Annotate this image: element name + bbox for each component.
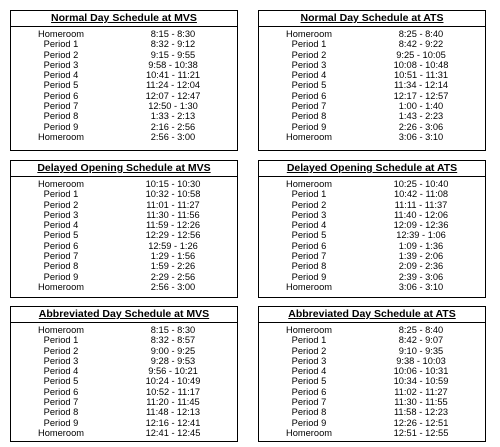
period-label: Period 2	[43, 49, 79, 60]
period-time: 12:41 - 12:45	[145, 427, 201, 438]
period-label: Period 3	[291, 59, 327, 70]
period-label: Homeroom	[286, 325, 332, 335]
period-label: Period 6	[43, 386, 79, 397]
period-label: Period 3	[43, 209, 79, 220]
period-time: 12:26 - 12:51	[393, 417, 449, 428]
schedule-row	[11, 132, 237, 142]
period-label: Period 8	[43, 407, 79, 418]
period-label: Period 8	[291, 261, 327, 272]
schedule-title: Delayed Opening Schedule at MVS	[11, 161, 237, 177]
period-label: Period 4	[291, 366, 327, 377]
period-label: Homeroom	[286, 427, 332, 438]
schedule-row	[11, 111, 237, 121]
period-time: 12:51 - 12:55	[393, 427, 449, 438]
schedule-row	[259, 200, 485, 210]
schedule-row	[259, 132, 485, 142]
schedule-row	[11, 272, 237, 282]
period-time: 8:42 - 9:22	[398, 39, 444, 50]
period-label: Period 2	[291, 199, 327, 210]
schedule-title: Abbreviated Day Schedule at ATS	[259, 307, 485, 323]
period-label: Period 5	[291, 376, 327, 387]
period-label: Period 4	[43, 366, 79, 377]
period-label: Period 1	[43, 39, 79, 50]
period-label: Period 8	[43, 261, 79, 272]
period-time: 11:48 - 12:13	[145, 407, 201, 418]
period-time: 11:11 - 11:37	[394, 199, 448, 210]
period-label: Period 1	[43, 335, 79, 346]
period-time: 1:00 - 1:40	[398, 101, 444, 112]
period-label: Period 2	[43, 345, 79, 356]
period-label: Period 9	[291, 417, 327, 428]
schedule-row	[259, 80, 485, 90]
period-label: Period 1	[291, 189, 327, 200]
schedule-row	[11, 428, 237, 438]
schedule-row	[11, 241, 237, 251]
schedule-row	[259, 282, 485, 292]
period-time: 11:59 - 12:26	[145, 220, 201, 231]
period-time: 12:50 - 1:30	[148, 101, 198, 112]
period-label: Period 5	[43, 80, 79, 91]
schedule-row	[259, 376, 485, 386]
period-time: 8:15 - 8:30	[150, 325, 196, 335]
schedule-row	[259, 50, 485, 60]
schedule-row	[259, 356, 485, 366]
period-time: 2:26 - 3:06	[398, 121, 444, 132]
period-label: Period 3	[43, 355, 79, 366]
schedule-row	[11, 230, 237, 240]
schedule-row	[259, 407, 485, 417]
period-time: 11:20 - 11:45	[146, 397, 200, 408]
schedule-row	[11, 251, 237, 261]
schedule-row	[11, 179, 237, 189]
period-time: 9:15 - 9:55	[150, 49, 196, 60]
period-time: 9:00 - 9:25	[150, 345, 196, 356]
period-time: 12:17 - 12:57	[393, 90, 449, 101]
period-time: 1:43 - 2:23	[398, 111, 444, 122]
period-label: Period 7	[291, 397, 327, 408]
period-label: Homeroom	[286, 29, 332, 39]
period-label: Period 9	[43, 271, 79, 282]
period-time: 11:02 - 11:27	[394, 386, 448, 397]
period-time: 12:59 - 1:26	[148, 240, 198, 251]
period-label: Period 5	[291, 230, 327, 241]
period-label: Period 7	[291, 251, 327, 262]
period-time: 2:56 - 3:00	[150, 281, 196, 292]
period-time: 2:39 - 3:06	[398, 271, 444, 282]
schedule-row	[259, 387, 485, 397]
period-time: 1:09 - 1:36	[398, 240, 444, 251]
schedule-row	[11, 80, 237, 90]
schedule-title: Abbreviated Day Schedule at MVS	[11, 307, 237, 323]
period-time: 10:32 - 10:58	[145, 189, 201, 200]
schedule-row	[11, 325, 237, 335]
schedule-normal-mvs	[10, 10, 238, 151]
schedule-title: Normal Day Schedule at ATS	[259, 11, 485, 27]
period-time: 8:32 - 9:12	[150, 39, 196, 50]
schedule-row	[11, 418, 237, 428]
period-time: 12:16 - 12:41	[145, 417, 201, 428]
period-label: Period 6	[291, 90, 327, 101]
schedule-row	[11, 397, 237, 407]
period-time: 2:56 - 3:00	[150, 131, 196, 142]
period-label: Period 1	[43, 189, 79, 200]
schedule-row	[11, 335, 237, 345]
period-label: Homeroom	[38, 29, 84, 39]
period-label: Period 7	[43, 101, 79, 112]
period-label: Homeroom	[286, 179, 332, 189]
period-label: Period 7	[291, 101, 327, 112]
period-time: 10:52 - 11:17	[145, 386, 201, 397]
period-label: Period 2	[291, 345, 327, 356]
period-time: 10:25 - 10:40	[393, 179, 449, 189]
period-label: Period 4	[43, 70, 79, 81]
schedule-row	[259, 220, 485, 230]
period-label: Period 3	[43, 59, 79, 70]
schedule-row	[11, 376, 237, 386]
period-time: 8:15 - 8:30	[150, 29, 196, 39]
period-time: 11:01 - 11:27	[146, 199, 200, 210]
period-label: Homeroom	[286, 281, 332, 292]
period-time: 12:39 - 1:06	[396, 230, 446, 241]
schedule-abbreviated-mvs	[10, 306, 238, 442]
period-time: 3:06 - 3:10	[398, 131, 444, 142]
period-label: Period 8	[43, 111, 79, 122]
period-time: 10:42 - 11:08	[393, 189, 449, 200]
period-time: 1:39 - 2:06	[398, 251, 444, 262]
period-time: 8:32 - 8:57	[150, 335, 196, 346]
period-time: 9:10 - 9:35	[398, 345, 444, 356]
schedule-row	[259, 335, 485, 345]
schedule-abbreviated-ats	[258, 306, 486, 442]
schedule-row	[11, 220, 237, 230]
schedule-row	[259, 272, 485, 282]
period-time: 11:34 - 12:14	[393, 80, 449, 91]
schedule-row	[259, 230, 485, 240]
schedule-row	[11, 200, 237, 210]
period-time: 1:59 - 2:26	[150, 261, 196, 272]
schedule-row	[11, 29, 237, 39]
period-time: 9:56 - 10:21	[148, 366, 198, 377]
period-time: 11:30 - 11:55	[394, 397, 448, 408]
period-label: Period 3	[291, 209, 327, 220]
period-label: Period 8	[291, 407, 327, 418]
schedule-row	[259, 39, 485, 49]
period-label: Homeroom	[38, 179, 84, 189]
schedule-row	[11, 282, 237, 292]
period-time: 10:08 - 10:48	[393, 59, 449, 70]
period-label: Period 4	[43, 220, 79, 231]
period-time: 11:58 - 12:23	[393, 407, 449, 418]
period-time: 11:40 - 12:06	[393, 209, 449, 220]
schedule-row	[259, 101, 485, 111]
schedule-row	[259, 241, 485, 251]
period-label: Period 2	[43, 199, 79, 210]
schedule-row	[11, 356, 237, 366]
period-label: Homeroom	[38, 427, 84, 438]
period-label: Period 5	[291, 80, 327, 91]
period-time: 9:28 - 9:53	[150, 355, 196, 366]
period-time: 2:09 - 2:36	[398, 261, 444, 272]
period-label: Homeroom	[286, 131, 332, 142]
schedule-delayed-ats	[258, 160, 486, 298]
period-time: 2:29 - 2:56	[150, 271, 196, 282]
period-time: 8:42 - 9:07	[398, 335, 444, 346]
schedule-title: Delayed Opening Schedule at ATS	[259, 161, 485, 177]
schedule-row	[259, 418, 485, 428]
period-label: Period 9	[291, 121, 327, 132]
schedule-row	[259, 251, 485, 261]
schedule-row	[259, 210, 485, 220]
period-time: 1:29 - 1:56	[150, 251, 196, 262]
period-label: Period 3	[291, 355, 327, 366]
period-label: Period 5	[43, 376, 79, 387]
period-label: Period 1	[291, 39, 327, 50]
schedule-row	[259, 261, 485, 271]
schedule-row	[11, 189, 237, 199]
period-time: 3:06 - 3:10	[398, 281, 444, 292]
period-time: 10:34 - 10:59	[393, 376, 449, 387]
period-time: 10:24 - 10:49	[145, 376, 201, 387]
period-label: Period 6	[291, 240, 327, 251]
schedule-row	[259, 397, 485, 407]
period-time: 11:30 - 11:56	[146, 209, 200, 220]
schedule-row	[259, 60, 485, 70]
schedule-row	[11, 101, 237, 111]
period-label: Period 2	[291, 49, 327, 60]
schedule-row	[11, 366, 237, 376]
period-label: Period 9	[43, 121, 79, 132]
period-time: 11:24 - 12:04	[145, 80, 201, 91]
schedule-row	[11, 261, 237, 271]
schedule-row	[11, 39, 237, 49]
period-time: 9:58 - 10:38	[148, 59, 198, 70]
schedule-row	[259, 346, 485, 356]
period-time: 10:15 - 10:30	[145, 179, 201, 189]
period-label: Period 6	[43, 240, 79, 251]
period-label: Period 7	[43, 251, 79, 262]
schedule-delayed-mvs	[10, 160, 238, 298]
schedule-row	[259, 325, 485, 335]
schedule-row	[11, 91, 237, 101]
period-time: 12:07 - 12:47	[145, 90, 201, 101]
period-label: Period 9	[291, 271, 327, 282]
schedule-row	[259, 179, 485, 189]
period-label: Period 7	[43, 397, 79, 408]
schedule-row	[259, 189, 485, 199]
schedule-row	[259, 70, 485, 80]
period-label: Period 6	[43, 90, 79, 101]
schedule-row	[259, 111, 485, 121]
period-label: Period 4	[291, 70, 327, 81]
period-time: 10:51 - 11:31	[393, 70, 449, 81]
period-label: Period 1	[291, 335, 327, 346]
period-time: 8:25 - 8:40	[398, 29, 444, 39]
period-label: Period 8	[291, 111, 327, 122]
schedule-row	[11, 60, 237, 70]
schedule-row	[11, 70, 237, 80]
period-label: Homeroom	[38, 281, 84, 292]
schedule-row	[11, 387, 237, 397]
schedule-row	[11, 50, 237, 60]
schedule-row	[259, 428, 485, 438]
period-label: Period 6	[291, 386, 327, 397]
schedule-title: Normal Day Schedule at MVS	[11, 11, 237, 27]
schedule-normal-ats	[258, 10, 486, 151]
schedule-row	[11, 407, 237, 417]
schedule-row	[259, 122, 485, 132]
schedule-row	[259, 29, 485, 39]
schedule-row	[259, 366, 485, 376]
period-label: Homeroom	[38, 325, 84, 335]
period-label: Period 4	[291, 220, 327, 231]
schedule-row	[11, 346, 237, 356]
schedule-row	[11, 210, 237, 220]
period-time: 12:29 - 12:56	[145, 230, 201, 241]
period-time: 10:41 - 11:21	[145, 70, 201, 81]
period-time: 2:16 - 2:56	[150, 121, 196, 132]
period-time: 12:09 - 12:36	[393, 220, 449, 231]
period-label: Homeroom	[38, 131, 84, 142]
period-label: Period 5	[43, 230, 79, 241]
period-time: 9:25 - 10:05	[396, 49, 446, 60]
schedule-row	[11, 122, 237, 132]
period-label: Period 9	[43, 417, 79, 428]
period-time: 1:33 - 2:13	[150, 111, 196, 122]
period-time: 9:38 - 10:03	[396, 355, 446, 366]
schedule-row	[259, 91, 485, 101]
period-time: 10:06 - 10:31	[393, 366, 449, 377]
period-time: 8:25 - 8:40	[398, 325, 444, 335]
